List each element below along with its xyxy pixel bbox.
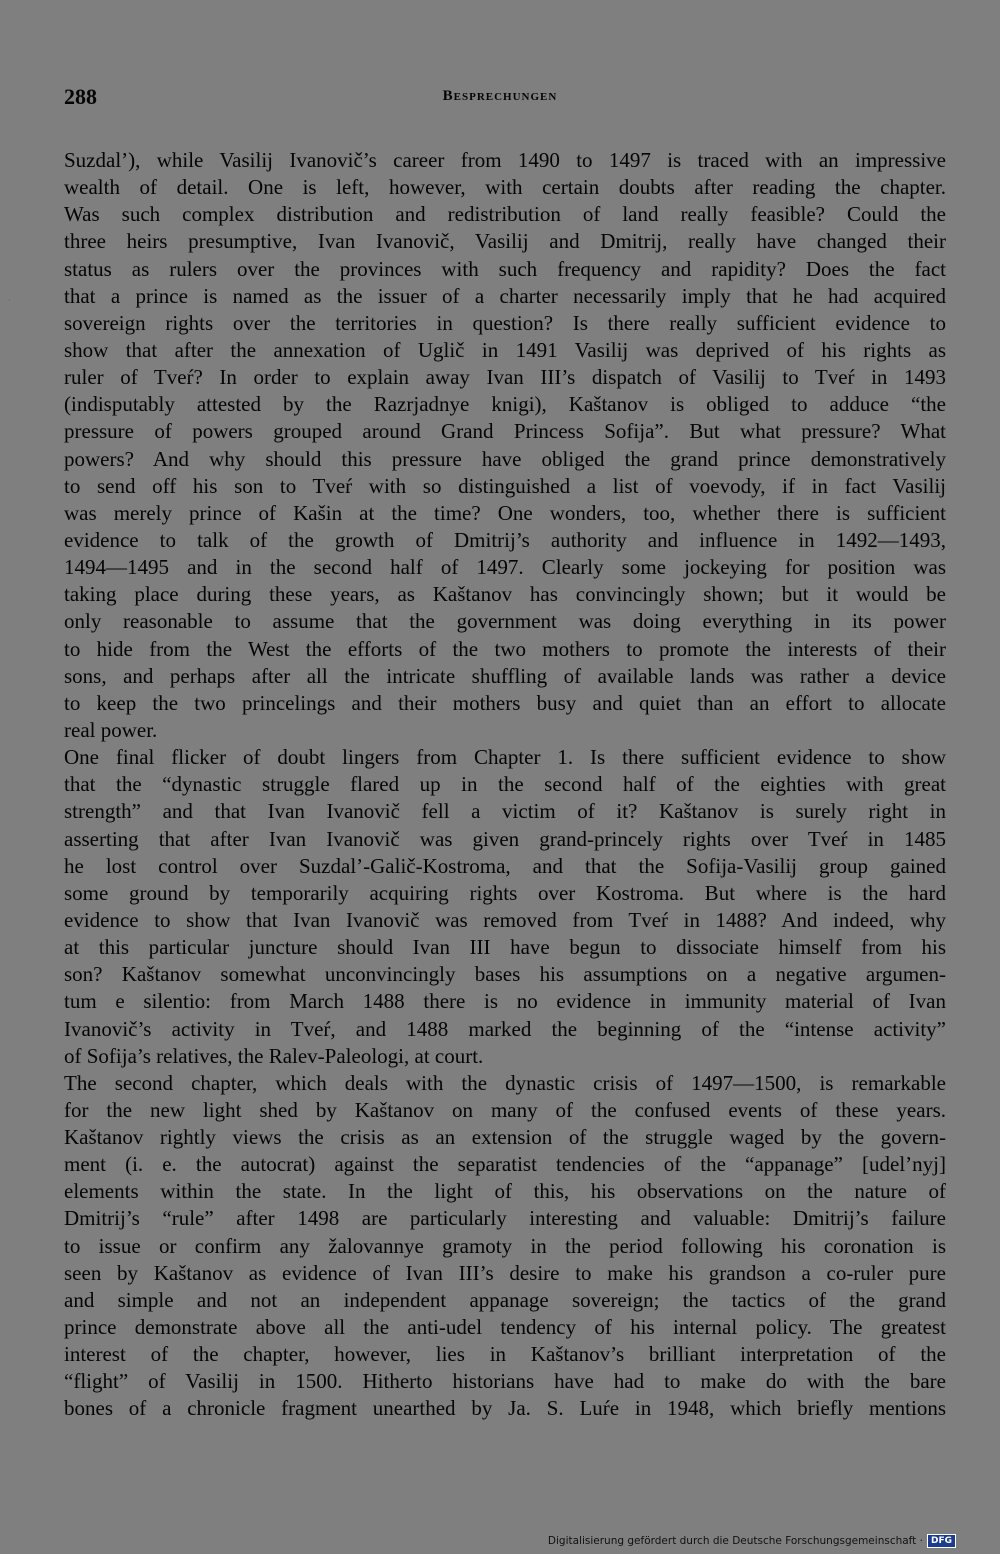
text-line: 1494—1495 and in the second half of 1497. Clearly some jockeying for position was [64, 555, 946, 580]
text-line: powers? And why should this pressure have obliged the grand prince demonstratively [64, 446, 946, 471]
text-line: seen by Kaštanov as evidence of Ivan III’s desire to make his grandson a co-ruler pure [64, 1260, 946, 1285]
text-line: Suzdal’), while Vasilij Ivanovič’s career from 1490 to 1497 is traced with an impressive [64, 148, 946, 172]
text-line: Kaštanov rightly views the crisis as an extension of the struggle waged by the govern- [64, 1125, 946, 1150]
text-line: strength” and that Ivan Ivanovič fell a victim of it? Kaštanov is surely right in [64, 799, 946, 824]
text-line: elements within the state. In the light of this, his observations on the nature of [64, 1179, 946, 1204]
margin-mark [9, 299, 10, 301]
text-line: pressure of powers grouped around Grand Princess Sofija”. But what pressure? What [64, 419, 946, 444]
digitization-credit: Digitalisierung gefördert durch die Deutsche Forschungsgemeinschaft · [547, 1535, 923, 1547]
text-line: show that after the annexation of Uglič in 1491 Vasilij was deprived of his rights as [64, 337, 946, 362]
text-line: status as rulers over the provinces with such frequency and rapidity? Does the fact [64, 256, 946, 281]
text-line: The second chapter, which deals with the dynastic crisis of 1497—1500, is remarkable [64, 1070, 946, 1095]
text-line: for the new light shed by Kaštanov on many of the confused events of these years. [64, 1097, 946, 1122]
text-line: evidence to show that Ivan Ivanovič was removed from Tveŕ in 1488? And indeed, why [64, 907, 946, 932]
text-line: son? Kaštanov somewhat unconvincingly bases his assumptions on a negative argumen- [64, 962, 946, 987]
text-line: prince demonstrate above all the anti-udel tendency of his internal policy. The greatest [64, 1315, 946, 1340]
article-body [64, 147, 946, 1423]
text-line: sovereign rights over the territories in question? Is there really sufficient evidence to [64, 310, 946, 335]
text-line: bones of a chronicle fragment unearthed by Ja. S. Luŕe in 1948, which briefly mentions [64, 1396, 946, 1421]
text-line: asserting that after Ivan Ivanovič was given grand-princely rights over Tveŕ in 1485 [64, 826, 946, 851]
text-line: was merely prince of Kašin at the time? One wonders, too, whether there is sufficient [64, 500, 946, 525]
text-line: to send off his son to Tveŕ with so distinguished a list of voevody, if in fact Vasilij [64, 473, 946, 498]
text-line: One final flicker of doubt lingers from Chapter 1. Is there sufficient evidence to show [64, 745, 946, 770]
page-number: 288 [64, 84, 97, 109]
text-line: of Sofija’s relatives, the Ralev-Paleologi, at court. [64, 1043, 484, 1068]
footer [548, 1534, 956, 1548]
text-line: at this particular juncture should Ivan III have begun to dissociate himself from his [64, 935, 946, 960]
text-line: Ivanovič’s activity in Tveŕ, and 1488 marked the beginning of the “intense activity” [64, 1016, 946, 1041]
text-line: and simple and not an independent appanage sovereign; the tactics of the grand [64, 1287, 946, 1312]
text-line: sons, and perhaps after all the intricate shuffling of available lands was rather a device [64, 663, 946, 688]
text-line: to keep the two princelings and their mothers busy and quiet than an effort to allocate [64, 690, 946, 715]
text-line: real power. [64, 717, 158, 742]
text-line: ment (i. e. the autocrat) against the separatist tendencies of the “appanage” [udel’nyj] [64, 1152, 946, 1177]
text-line: interest of the chapter, however, lies in Kaštanov’s brilliant interpretation of the [64, 1342, 946, 1367]
text-line: that the “dynastic struggle flared up in the second half of the eighties with great [64, 772, 946, 797]
text-line: he lost control over Suzdal’-Galič-Kostroma, and that the Sofija-Vasilij group gained [64, 853, 946, 878]
text-line: taking place during these years, as Kaštanov has convincingly shown; but it would be [64, 582, 946, 607]
text-line: only reasonable to assume that the government was doing everything in its power [64, 609, 946, 634]
text-line: to hide from the West the efforts of the two mothers to promote the interests of their [64, 636, 946, 661]
text-line: Was such complex distribution and redistribution of land really feasible? Could the [64, 202, 946, 227]
text-line: that a prince is named as the issuer of a charter necessarily imply that he had acquired [64, 283, 946, 308]
text-line: ruler of Tveŕ? In order to explain away Ivan III’s dispatch of Vasilij to Tveŕ in 1493 [64, 365, 946, 390]
text-line: wealth of detail. One is left, however, with certain doubts after reading the chapter. [64, 175, 946, 200]
text-line: tum e silentio: from March 1488 there is no evidence in immunity material of Ivan [64, 989, 946, 1014]
text-line: three heirs presumptive, Ivan Ivanovič, Vasilij and Dmitrij, really have changed their [64, 229, 946, 254]
text-line: “flight” of Vasilij in 1500. Hitherto historians have had to make do with the bare [64, 1369, 946, 1394]
text-line: to issue or confirm any žalovannye gramoty in the period following his coronation is [64, 1233, 946, 1258]
text-line: Dmitrij’s “rule” after 1498 are particularly interesting and valuable: Dmitrij’s failure [64, 1206, 946, 1231]
running-head: Besprechungen [442, 88, 558, 104]
text-line: (indisputably attested by the Razrjadnye knigi), Kaštanov is obliged to adduce “the [64, 392, 946, 417]
dfg-logo: DFG [927, 1534, 956, 1548]
text-line: some ground by temporarily acquiring rights over Kostroma. But where is the hard [64, 880, 946, 905]
text-line: evidence to talk of the growth of Dmitrij’s authority and influence in 1492—1493, [64, 527, 946, 552]
